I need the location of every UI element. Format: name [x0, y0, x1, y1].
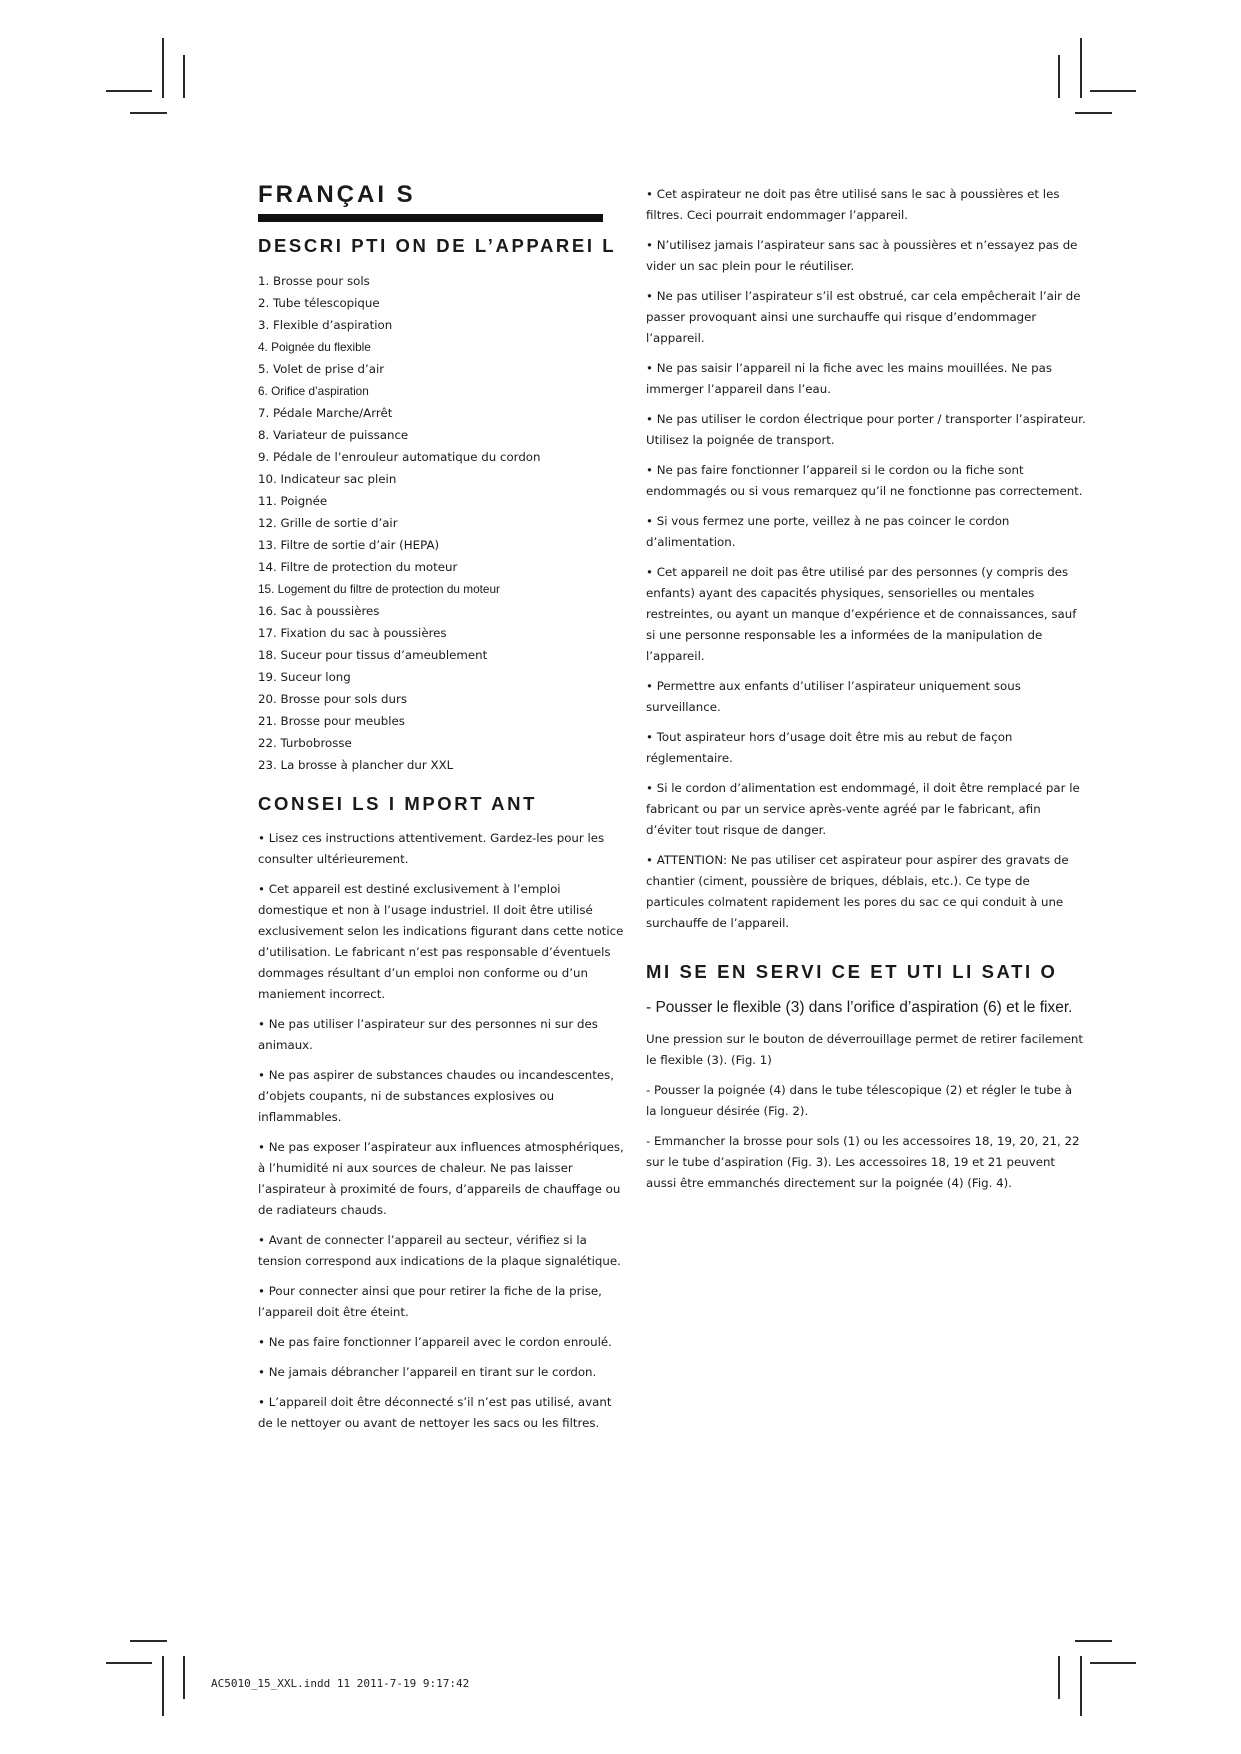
- advice-paragraph: • Ne pas aspirer de substances chaudes ou incandescentes, d’objets coupants, ni de substances explosives ou inflammables.: [258, 1068, 615, 1124]
- crop-mark: [1058, 1656, 1060, 1699]
- advice-paragraph: • Pour connecter ainsi que pour retirer la fiche de la prise, l’appareil doit être éteint.: [258, 1284, 602, 1319]
- part-item: 6. Orifice d’aspiration: [258, 384, 369, 398]
- warning-paragraph: • Ne pas utiliser l’aspirateur s’il est obstrué, car cela empêcherait l’air de passer provoquant ainsi une surchauffe qui risque d’endommager l’appareil.: [646, 289, 1081, 345]
- part-item: 4. Poignée du flexible: [258, 340, 371, 354]
- language-title: FRANÇAI S: [258, 181, 416, 208]
- advice-paragraph: • Avant de connecter l’appareil au secteur, vérifiez si la tension correspond aux indications de la plaque signalétique.: [258, 1233, 621, 1268]
- warning-paragraph: • N’utilisez jamais l’aspirateur sans sac à poussières et n’essayez pas de vider un sac plein pour le réutiliser.: [646, 238, 1078, 273]
- use-steps: [646, 996, 1086, 1194]
- advice-paragraph: • Ne pas utiliser l’aspirateur sur des personnes ni sur des animaux.: [258, 1017, 598, 1052]
- part-item: 16. Sac à poussières: [258, 604, 380, 618]
- part-item: 8. Variateur de puissance: [258, 428, 409, 442]
- part-item: 20. Brosse pour sols durs: [258, 692, 407, 706]
- crop-mark: [162, 38, 164, 98]
- warning-paragraph: • Ne pas utiliser le cordon électrique pour porter / transporter l’aspirateur. Utilisez la poignée de transport.: [646, 412, 1086, 447]
- warning-paragraph: • Cet aspirateur ne doit pas être utilisé sans le sac à poussières et les filtres. Ceci pourrait endommager l’appareil.: [646, 187, 1060, 222]
- parts-list: [258, 270, 628, 776]
- part-item: 22. Turbobrosse: [258, 736, 352, 750]
- crop-mark: [106, 90, 152, 92]
- advice-paragraph: • Ne jamais débrancher l’appareil en tirant sur le cordon.: [258, 1365, 597, 1379]
- part-item: 9. Pédale de l’enrouleur automatique du cordon: [258, 450, 541, 464]
- advice-paragraph: • Lisez ces instructions attentivement. Gardez-les pour les consulter ultérieurement.: [258, 831, 605, 866]
- warning-paragraph: • Tout aspirateur hors d’usage doit être mis au rebut de façon réglementaire.: [646, 730, 1013, 765]
- crop-mark: [106, 1662, 152, 1664]
- advice-paragraph: • Ne pas faire fonctionner l’appareil avec le cordon enroulé.: [258, 1335, 612, 1349]
- crop-mark: [1080, 1656, 1082, 1716]
- part-item: 10. Indicateur sac plein: [258, 472, 397, 486]
- print-slug: AC5010_15_XXL.indd 11 2011-7-19 9:17:42: [211, 1677, 470, 1690]
- part-item: 15. Logement du filtre de protection du moteur: [258, 582, 500, 596]
- advice-list: [258, 828, 628, 1434]
- crop-mark: [1090, 90, 1136, 92]
- advice-title: CONSEI LS I MPORT ANT: [258, 793, 538, 814]
- crop-mark: [183, 1656, 185, 1699]
- warning-paragraph: • Si le cordon d’alimentation est endommagé, il doit être remplacé par le fabricant ou par un service après-vente agréé par le fabricant, afin d’éviter tout risque de danger.: [646, 781, 1080, 837]
- crop-mark: [130, 1640, 167, 1642]
- warnings-list: [646, 184, 1086, 934]
- crop-mark: [1075, 112, 1112, 114]
- use-step: - Pousser le flexible (3) dans l’orifice d’aspiration (6) et le fixer.: [646, 999, 1073, 1016]
- crop-mark: [130, 112, 167, 114]
- use-title: MI SE EN SERVI CE ET UTI LI SATI O: [646, 961, 1058, 982]
- advice-paragraph: • L’appareil doit être déconnecté s’il n’est pas utilisé, avant de le nettoyer ou avant de nettoyer les sacs ou les filtres.: [258, 1395, 612, 1430]
- crop-mark: [1090, 1662, 1136, 1664]
- warning-paragraph: • Ne pas faire fonctionner l’appareil si le cordon ou la fiche sont endommagés ou si vous remarquez qu’il ne fonctionne pas correctement.: [646, 463, 1083, 498]
- part-item: 7. Pédale Marche/Arrêt: [258, 406, 393, 420]
- part-item: 11. Poignée: [258, 494, 328, 508]
- part-item: 3. Flexible d’aspiration: [258, 318, 393, 332]
- part-item: 19. Suceur long: [258, 670, 351, 684]
- warning-paragraph: • ATTENTION: Ne pas utiliser cet aspirateur pour aspirer des gravats de chantier (ciment, poussière de briques, déblais, etc.). Ce type de particules colmatent rapidement les pores du sac ce qui conduit à une surchauffe de l’appareil.: [646, 853, 1069, 930]
- advice-paragraph: • Cet appareil est destiné exclusivement à l’emploi domestique et non à l’usage industriel. Il doit être utilisé exclusivement selon les indications figurant dans cette notice d’utilisation. Le fabricant n’est pas responsable d’éventuels dommages résultant d’un emploi non conforme ou d’un maniement incorrect.: [258, 882, 624, 1001]
- crop-mark: [162, 1656, 164, 1716]
- left-column: [258, 180, 628, 1434]
- description-title: DESCRI PTI ON DE L’APPAREI L: [258, 235, 617, 256]
- part-item: 12. Grille de sortie d’air: [258, 516, 398, 530]
- part-item: 21. Brosse pour meubles: [258, 714, 405, 728]
- crop-mark: [1058, 55, 1060, 98]
- use-step: Une pression sur le bouton de déverrouillage permet de retirer facilement le flexible (3). (Fig. 1): [646, 1032, 1083, 1067]
- part-item: 5. Volet de prise d’air: [258, 362, 385, 376]
- warning-paragraph: • Cet appareil ne doit pas être utilisé par des personnes (y compris des enfants) ayant des capacités physiques, sensorielles ou mentales restreintes, ou ayant un manque d’expérience et de connaissances, sauf si une personne responsable les a informées de la manipulation de l’appareil.: [646, 565, 1077, 663]
- crop-mark: [1080, 38, 1082, 98]
- use-step: - Emmancher la brosse pour sols (1) ou les accessoires 18, 19, 20, 21, 22 sur le tube d’aspiration (Fig. 3). Les accessoires 18, 19 et 21 peuvent aussi être emmanchés directement sur la poignée (4) (Fig. 4).: [646, 1134, 1080, 1190]
- part-item: 13. Filtre de sortie d’air (HEPA): [258, 538, 440, 552]
- part-item: 2. Tube télescopique: [258, 296, 380, 310]
- part-item: 23. La brosse à plancher dur XXL: [258, 758, 454, 772]
- part-item: 17. Fixation du sac à poussières: [258, 626, 447, 640]
- warning-paragraph: • Si vous fermez une porte, veillez à ne pas coincer le cordon d’alimentation.: [646, 514, 1010, 549]
- warning-paragraph: • Permettre aux enfants d’utiliser l’aspirateur uniquement sous surveillance.: [646, 679, 1021, 714]
- crop-mark: [183, 55, 185, 98]
- right-column: [646, 184, 1086, 1194]
- crop-mark: [1075, 1640, 1112, 1642]
- part-item: 18. Suceur pour tissus d’ameublement: [258, 648, 488, 662]
- warning-paragraph: • Ne pas saisir l’appareil ni la fiche avec les mains mouillées. Ne pas immerger l’appareil dans l’eau.: [646, 361, 1052, 396]
- title-underline-bar: [258, 214, 603, 222]
- use-step: - Pousser la poignée (4) dans le tube télescopique (2) et régler le tube à la longueur désirée (Fig. 2).: [646, 1083, 1073, 1118]
- advice-paragraph: • Ne pas exposer l’aspirateur aux influences atmosphériques, à l’humidité ni aux sources de chaleur. Ne pas laisser l’aspirateur à proximité de fours, d’appareils de chauffage ou de radiateurs chauds.: [258, 1140, 624, 1217]
- part-item: 14. Filtre de protection du moteur: [258, 560, 458, 574]
- part-item: 1. Brosse pour sols: [258, 274, 370, 288]
